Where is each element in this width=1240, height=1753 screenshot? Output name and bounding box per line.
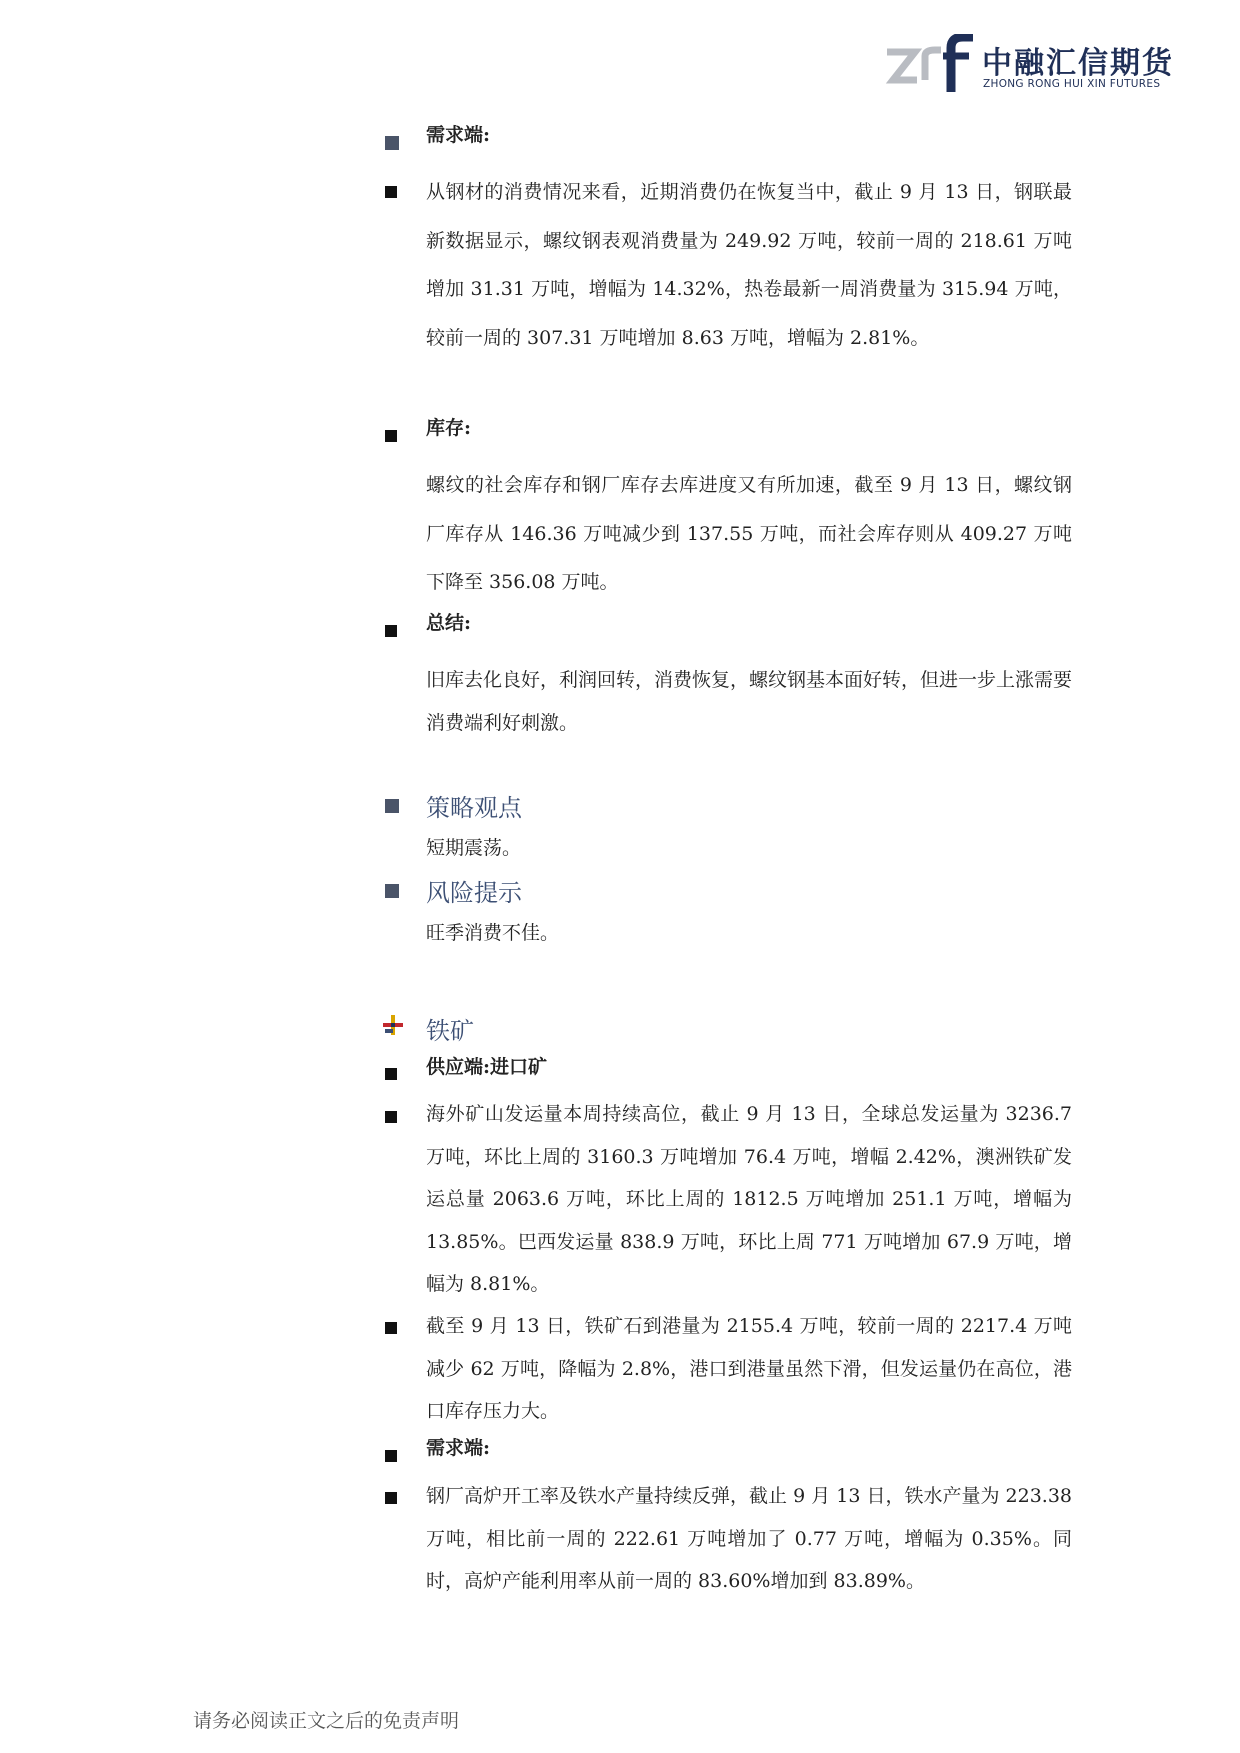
iron-ore-supply-text-2: 截至 9 月 13 日，铁矿石到港量为 2155.4 万吨，较前一周的 2217.4 万吨减少 62 万吨，降幅为 2.8%，港口到港量虽然下滑，但发运量仍在高位，港口库存压力大。 [426,1315,1072,1422]
square-bullet-icon [385,1322,397,1334]
rebar-summary-text: 旧库去化良好，利润回转，消费恢复，螺纹钢基本面好转，但进一步上涨需要消费端利好刺激。 [426,669,1073,734]
logo-english-name: ZHONG RONG HUI XIN FUTURES [983,78,1161,90]
square-bullet-icon [385,1450,397,1462]
square-bullet-icon [385,625,397,637]
rebar-inventory-text: 螺纹的社会库存和钢厂库存去库进度又有所加速，截至 9 月 13 日，螺纹钢厂库存从 146.36 万吨减少到 137.55 万吨，而社会库存则从 409.27 万吨下降至 356.08 万吨。 [426,474,1072,593]
company-logo [885,30,1175,92]
rebar-summary-heading: 总结: [426,612,472,634]
disclaimer-footer: 请务必阅读正文之后的免责声明 [193,1710,460,1732]
rebar-demand-heading: 需求端: [426,124,491,146]
square-bullet-icon [385,1492,397,1504]
rebar-demand-text: 从钢材的消费情况来看，近期消费仍在恢复当中，截止 9 月 13 日，钢联最新数据显示，螺纹钢表观消费量为 249.92 万吨，较前一周的 218.61 万吨增加 31.31 万吨，增幅为 14.32%，热卷最新一周消费量为 315.94 万吨，较前一周的 307.31 万吨增加 8.63 万吨，增幅为 2.81%。 [426,181,1072,349]
logo-chinese-name: 中融汇信期货 [982,46,1174,81]
square-bullet-icon [385,430,397,442]
zrf-logo-icon [885,34,975,92]
rebar-inventory-heading: 库存: [426,417,472,439]
square-bullet-icon [385,186,397,198]
iron-ore-demand-heading: 需求端: [426,1437,491,1459]
iron-ore-supply-text-1: 海外矿山发运量本周持续高位，截止 9 月 13 日，全球总发运量为 3236.7 万吨，环比上周的 3160.3 万吨增加 76.4 万吨，增幅 2.42%，澳洲铁矿发运总量 2063.6 万吨，环比上周的 1812.5 万吨增加 251.1 万吨，增幅为 13.85%。巴西发运量 838.9 万吨，环比上周 771 万吨增加 67.9 万吨，增幅为 8.81%。 [426,1103,1072,1295]
risk-title: 风险提示 [426,879,522,907]
iron-ore-demand-text: 钢厂高炉开工率及铁水产量持续反弹，截止 9 月 13 日，铁水产量为 223.38 万吨，相比前一周的 222.61 万吨增加了 0.77 万吨，增幅为 0.35%。同时，高炉产能利用率从前一周的 83.60%增加到 83.89%。 [426,1485,1072,1592]
strategy-title: 策略观点 [426,794,522,822]
square-bullet-icon [385,136,399,150]
square-bullet-icon [385,1111,397,1123]
strategy-text: 短期震荡。 [426,837,522,859]
iron-ore-title: 铁矿 [426,1017,474,1045]
square-bullet-icon [385,884,399,898]
iron-ore-supply-heading: 供应端:进口矿 [426,1056,548,1078]
colored-cross-bullet-icon [383,1015,403,1035]
risk-text: 旺季消费不佳。 [426,922,560,944]
square-bullet-icon [385,799,399,813]
square-bullet-icon [385,1068,397,1080]
